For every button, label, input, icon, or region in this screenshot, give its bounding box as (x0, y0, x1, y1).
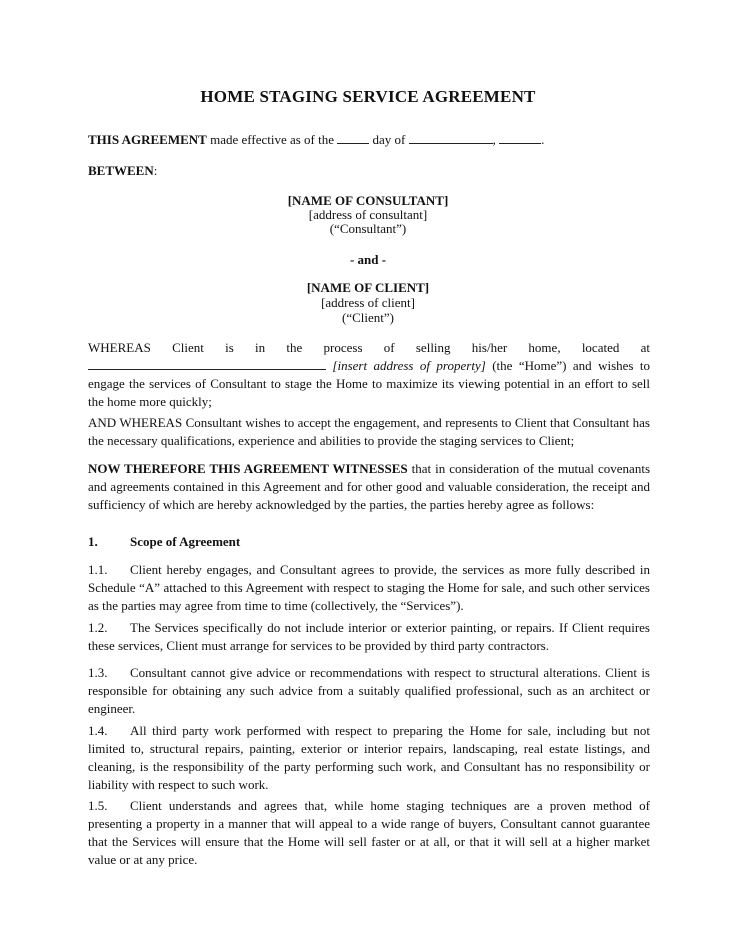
year-blank (499, 131, 541, 144)
clause-number: 1.4. (88, 723, 108, 738)
whereas-address-line (88, 357, 650, 411)
clause-text: Client hereby engages, and Consultant agrees to provide, the services as more fully described in Schedule “A” attached to this Agreement with respect to staging the Home for sale, and such other services as the parties may agree from time to time (collectively, the “Services”). (88, 562, 650, 613)
between-label: BETWEEN (88, 163, 154, 178)
clause-text: All third party work performed with respect to preparing the Home for sale, including but not limited to, structural repairs, painting, exterior or interior repairs, landscaping, real estate listings, and cleaning, is the responsibility of the party performing such work, and Consultant has no responsibility or liability with respect to such work. (88, 723, 650, 792)
consultant-address: [address of consultant] (308, 207, 428, 222)
whereas-clause-2: AND WHEREAS Consultant wishes to accept the engagement, and represents to Client that Consultant has the necessary qualifications, experience and abilities to provide the staging services to Client; (88, 415, 650, 448)
insert-address-placeholder: [insert address of property] (332, 358, 486, 373)
clause-text: The Services specifically do not include interior or exterior painting, or repairs. If Client requires these services, Client must arrange for services to be provided by third party contractors. (88, 620, 650, 653)
consultant-name: [NAME OF CONSULTANT] (287, 193, 449, 208)
between-heading (88, 162, 650, 180)
clause-number: 1.3. (88, 665, 108, 680)
property-address-blank (88, 357, 326, 370)
and-separator: - and - (349, 252, 387, 267)
clause-1-4 (88, 722, 650, 794)
now-therefore-bold: NOW THEREFORE THIS AGREEMENT WITNESSES (88, 461, 408, 476)
now-therefore-clause (88, 460, 650, 514)
section-title: Scope of Agreement (130, 534, 241, 549)
document-title: HOME STAGING SERVICE AGREEMENT (200, 87, 536, 106)
agreement-date-line (88, 131, 650, 149)
intro-comma: , (492, 132, 496, 147)
clause-1-5 (88, 797, 650, 869)
section-number: 1. (88, 534, 98, 549)
clause-text: Client understands and agrees that, while home staging techniques are a proven method of presenting a property in a manner that will appeal to a wide range of buyers, Consultant cannot guarantee that the Services will ensure that the Home will sell faster or at all, or that it will sell at a higher market value or at any price. (88, 798, 650, 867)
clause-number: 1.2. (88, 620, 108, 635)
client-address: [address of client] (321, 295, 415, 310)
intro-bold: THIS AGREEMENT (88, 132, 207, 147)
clause-1-2 (88, 619, 650, 655)
clause-1-1 (88, 561, 650, 615)
now-therefore-text: that in consideration of the mutual covenants and agreements contained in this Agreement and for other good and valuable consideration, the receipt and sufficiency of which are hereby acknowledged by the parties, the parties hereby agree as follows: (88, 461, 650, 512)
clause-text: Consultant cannot give advice or recommendations with respect to structural alterations. Client is responsible for obtaining any such advice from a suitably qualified professional, such as an architect or engineer. (88, 665, 650, 716)
between-colon: : (153, 163, 158, 178)
clause-number: 1.5. (88, 798, 108, 813)
section-1-heading (88, 533, 650, 551)
client-label: (“Client”) (342, 310, 394, 325)
intro-text: made effective as of the (206, 132, 335, 147)
whereas-line-1: WHEREAS Client is in the process of selling his/her home, located at (88, 340, 650, 355)
clause-1-3 (88, 664, 650, 718)
consultant-label: (“Consultant”) (329, 221, 407, 236)
day-blank (337, 131, 369, 144)
client-name: [NAME OF CLIENT] (306, 280, 430, 295)
clause-number: 1.1. (88, 562, 108, 577)
intro-period: . (541, 132, 545, 147)
month-blank (409, 131, 493, 144)
intro-day: day of (372, 132, 406, 147)
whereas-remaining: (the “Home”) and wishes to engage the services of Consultant to stage the Home to maximize its viewing potential in an effort to sell the home more quickly; (88, 358, 650, 409)
whereas-clause-1 (88, 339, 650, 411)
